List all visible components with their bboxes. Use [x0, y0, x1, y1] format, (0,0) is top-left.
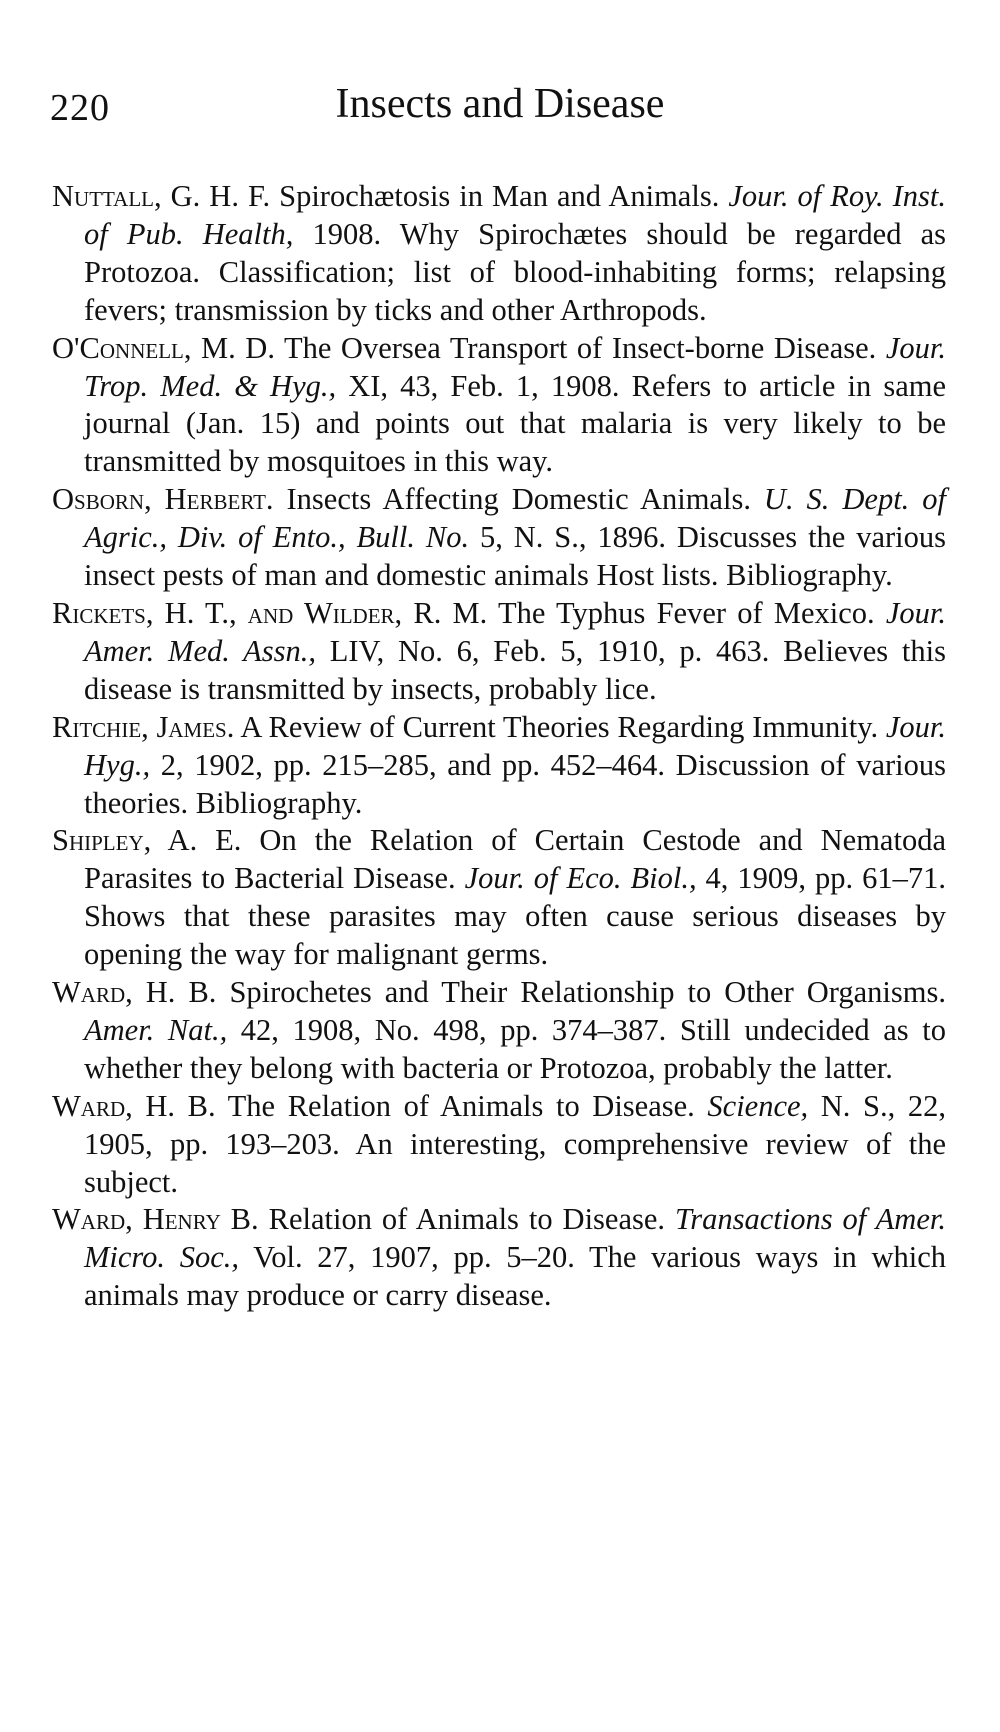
entry-journal: U. S. Dept. of Agric., Div. of Ento., Bull. No.: [84, 482, 946, 555]
page-header: [0, 80, 1000, 140]
entry-author: Osborn, Herbert.: [52, 482, 274, 517]
entry-details: 42, 1908, No. 498, pp. 374–387. Still undecided as to whether they belong with bacteria or Protozoa, probably the latter.: [84, 1012, 946, 1085]
bibliography-entry: [52, 1201, 946, 1315]
entry-author: Nuttall, G. H. F.: [52, 179, 271, 213]
entry-details: Vol. 27, 1907, pp. 5–20. The various ways in which animals may produce or carry disease.: [84, 1240, 946, 1313]
entry-journal: Transactions of Amer. Micro. Soc.,: [84, 1202, 946, 1275]
entry-journal: Science,: [707, 1088, 809, 1123]
entry-author: O'Connell, M. D.: [52, 330, 275, 365]
bibliography-entry: [52, 481, 946, 595]
entry-details: 4, 1909, pp. 61–71. Shows that these parasites may often cause serious diseases by opening the way for malignant germs.: [84, 861, 947, 972]
entry-title: On the Relation of Certain Cestode and Nematoda Parasites to Bacterial Disease.: [84, 823, 946, 896]
bibliography-entry: [52, 822, 946, 974]
entry-author: Ward, H. B.: [52, 1088, 216, 1123]
bibliography-entry: [52, 709, 946, 823]
entry-title: Spirochætosis in Man and Animals.: [270, 179, 729, 213]
entry-journal: Jour. Hyg.,: [84, 709, 947, 782]
entry-title: The Oversea Transport of Insect-borne Disease.: [274, 330, 886, 365]
entry-journal: Jour. Trop. Med. & Hyg.,: [84, 330, 946, 403]
entry-details: 5, N. S., 1896. Discusses the various insect pests of man and domestic animals Host lists. Bibliography.: [84, 520, 946, 593]
entry-details: XI, 43, Feb. 1, 1908. Refers to article in same journal (Jan. 15) and points out that malaria is very likely to be transmitted by mosquitoes in this way.: [84, 368, 947, 479]
entry-details: LIV, No. 6, Feb. 5, 1910, p. 463. Believes this disease is transmitted by insects, probably lice.: [84, 633, 946, 706]
entry-author: Shipley, A. E.: [52, 823, 242, 858]
entry-journal: Jour. of Eco. Biol.,: [464, 861, 697, 896]
entry-journal: Jour. Amer. Med. Assn.,: [84, 595, 946, 668]
entry-journal: Amer. Nat.,: [84, 1012, 228, 1047]
bibliography-list: [52, 178, 946, 1315]
page-number: 220: [50, 87, 110, 129]
entry-details: N. S., 22, 1905, pp. 193–203. An interesting, comprehensive review of the subject.: [84, 1088, 946, 1199]
entry-author: Rickets, H. T., and Wilder, R. M.: [52, 595, 488, 630]
entry-title: Insects Affecting Domestic Animals.: [273, 482, 764, 517]
entry-title: A Review of Current Theories Regarding Immunity.: [234, 709, 886, 744]
bibliography-entry: [52, 595, 946, 709]
entry-journal: Jour. of Roy. Inst. of Pub. Health,: [84, 179, 946, 251]
entry-title: The Typhus Fever of Mexico.: [487, 595, 886, 630]
entry-author: Ward, Henry B.: [52, 1202, 259, 1237]
running-title: Insects and Disease: [335, 81, 665, 127]
entry-author: Ritchie, James.: [52, 709, 235, 744]
bibliography-entry: [52, 330, 946, 482]
entry-details: 1908. Why Spirochætes should be regarded as Protozoa. Classification; list of blood-inhabiting forms; relapsing fevers; transmission by ticks and other Arthropods.: [84, 216, 946, 327]
bibliography-entry: [52, 1088, 946, 1202]
entry-title: Spirochetes and Their Relationship to Other Organisms.: [216, 975, 946, 1010]
entry-title: Relation of Animals to Disease.: [258, 1202, 675, 1237]
entry-details: 2, 1902, pp. 215–285, and pp. 452–464. Discussion of various theories. Bibliography.: [84, 747, 946, 820]
entry-title: The Relation of Animals to Disease.: [215, 1088, 708, 1123]
bibliography-entry: [52, 974, 946, 1088]
entry-author: Ward, H. B.: [52, 975, 217, 1010]
bibliography-entry: [52, 178, 946, 330]
